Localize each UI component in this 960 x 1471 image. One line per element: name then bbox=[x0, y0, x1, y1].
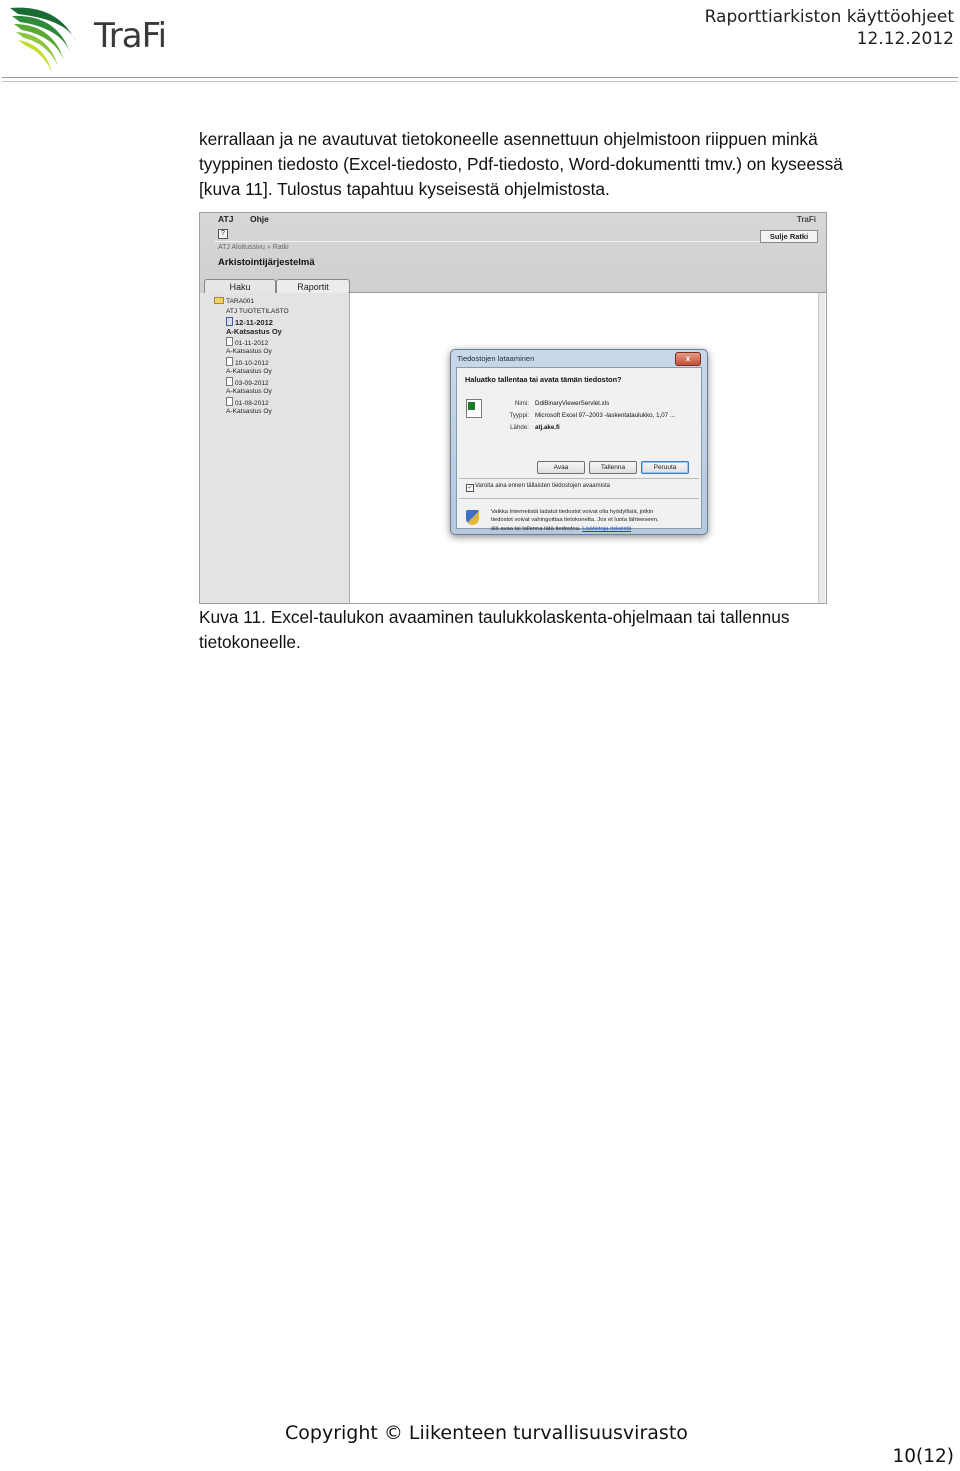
risks-link[interactable]: Lisätietoja riskeistä bbox=[582, 525, 632, 532]
logo-wordmark: TraFi bbox=[94, 16, 167, 56]
tree-item[interactable] bbox=[214, 307, 344, 317]
tab-haku[interactable]: Haku bbox=[204, 279, 276, 294]
dialog-divider bbox=[459, 498, 699, 499]
document-icon bbox=[226, 357, 233, 366]
tree-item[interactable] bbox=[214, 367, 344, 377]
tree-item-label: 03-09-2012 bbox=[235, 380, 269, 387]
dialog-body bbox=[456, 367, 702, 532]
tree-item-label: ATJ TUOTETILASTO bbox=[226, 308, 289, 315]
save-button[interactable]: Tallenna bbox=[589, 461, 637, 474]
file-type-label: Tyyppi: bbox=[509, 412, 529, 419]
tab-raportit[interactable]: Raportit bbox=[276, 279, 350, 294]
tree-item[interactable] bbox=[214, 337, 344, 347]
tree-item-label: A-Katsastus Oy bbox=[226, 368, 272, 375]
dialog-title: Tiedostojen lataaminen bbox=[457, 354, 535, 363]
file-name-label: Nimi: bbox=[514, 400, 529, 407]
dialog-close-button[interactable]: x bbox=[675, 352, 701, 366]
document-icon bbox=[226, 397, 233, 406]
tree-item-label: A-Katsastus Oy bbox=[226, 327, 282, 336]
paragraph-line: tyyppinen tiedosto (Excel-tiedosto, Pdf-tiedosto, Word-dokumentti tmv.) on kyseessä bbox=[199, 154, 843, 174]
warning-line: älä avaa tai tallenna tätä tiedostoa. Lisätietoja riskeistä bbox=[491, 525, 632, 532]
tab-divider bbox=[348, 292, 826, 293]
security-shield-icon bbox=[466, 510, 479, 525]
warning-line: Vaikka Internetistä ladatut tiedostot voivat olla hyödyllisiä, jotkin bbox=[491, 509, 654, 515]
app-brand: TraFi bbox=[796, 215, 816, 224]
excel-file-icon bbox=[466, 399, 482, 418]
tree-item[interactable] bbox=[214, 377, 344, 387]
tree-item[interactable] bbox=[214, 297, 344, 307]
scrollbar[interactable] bbox=[818, 293, 825, 603]
document-header bbox=[705, 6, 954, 50]
warning-line: tiedostot voivat vahingoittaa tietokonetta. Jos et luota lähteeseen, bbox=[491, 517, 659, 524]
tree-item[interactable] bbox=[214, 327, 344, 337]
warn-checkbox-label: Varoita aina ennen tällaisten tiedostojen avaamista bbox=[475, 483, 610, 489]
menu-ohje[interactable]: Ohje bbox=[250, 214, 269, 224]
page-number: 10(12) bbox=[892, 1446, 954, 1467]
tree-item[interactable] bbox=[214, 317, 344, 327]
dialog-divider bbox=[459, 478, 699, 479]
tree-item[interactable] bbox=[214, 397, 344, 407]
breadcrumb[interactable]: ATJ Aloitussivu » Ratki bbox=[218, 244, 289, 251]
tree-item-label: 10-10-2012 bbox=[235, 360, 269, 367]
download-dialog bbox=[450, 349, 708, 535]
paragraph-line: [kuva 11]. Tulostus tapahtuu kyseisestä ohjelmistosta. bbox=[199, 179, 610, 199]
toolbar-divider bbox=[214, 241, 814, 242]
paragraph-line: kerrallaan ja ne avautuvat tietokoneelle asennettuun ohjelmistoon riippuen minkä bbox=[199, 129, 818, 149]
app-title: Arkistointijärjestelmä bbox=[218, 257, 315, 268]
file-source-value: atj.ake.fi bbox=[535, 424, 560, 431]
document-icon bbox=[226, 377, 233, 386]
file-type-value: Microsoft Excel 97–2003 -laskentataulukko, 1,07 ... bbox=[535, 412, 675, 419]
tree-item[interactable] bbox=[214, 357, 344, 367]
cancel-button[interactable]: Peruuta bbox=[641, 461, 689, 474]
header-divider bbox=[2, 77, 958, 82]
tree-item-label: A-Katsastus Oy bbox=[226, 408, 272, 415]
warn-checkbox[interactable]: ✓ bbox=[467, 485, 473, 491]
open-document-icon bbox=[226, 317, 233, 326]
file-name-value: DdiBinaryViewerServlet.xls bbox=[535, 400, 610, 407]
security-warning bbox=[491, 508, 701, 533]
tree-item-label: 01-08-2012 bbox=[235, 400, 269, 407]
tree-item[interactable] bbox=[214, 387, 344, 397]
open-button[interactable]: Avaa bbox=[537, 461, 585, 474]
figure-caption bbox=[199, 605, 899, 655]
document-date: 12.12.2012 bbox=[856, 29, 954, 49]
footer-copyright: Copyright © Liikenteen turvallisuusvirasto bbox=[285, 1422, 688, 1444]
tree-item-label: A-Katsastus Oy bbox=[226, 388, 272, 395]
dialog-question: Haluatko tallentaa tai avata tämän tiedoston? bbox=[465, 375, 622, 384]
document-title: Raporttiarkiston käyttöohjeet bbox=[704, 7, 954, 27]
menu-atj[interactable]: ATJ bbox=[218, 214, 234, 224]
tree-item-label: 12-11-2012 bbox=[235, 318, 273, 327]
figure-screenshot bbox=[199, 212, 827, 604]
tree-item[interactable] bbox=[214, 347, 344, 357]
caption-line: Kuva 11. Excel-taulukon avaaminen taulukkolaskenta-ohjelmaan tai tallennus bbox=[199, 607, 790, 627]
document-icon bbox=[226, 337, 233, 346]
close-app-button[interactable]: Sulje Ratki bbox=[760, 230, 818, 243]
help-icon[interactable]: ? bbox=[218, 229, 228, 239]
file-source-label: Lähde: bbox=[510, 424, 529, 431]
tree-item-label: TARA001 bbox=[226, 298, 255, 305]
tree-item-label: 01-11-2012 bbox=[235, 340, 269, 347]
caption-line: tietokoneelle. bbox=[199, 632, 301, 652]
tree-item-label: A-Katsastus Oy bbox=[226, 348, 272, 355]
body-paragraph bbox=[199, 127, 929, 202]
report-tree bbox=[214, 297, 344, 417]
tree-item[interactable] bbox=[214, 407, 344, 417]
folder-icon bbox=[214, 297, 224, 304]
